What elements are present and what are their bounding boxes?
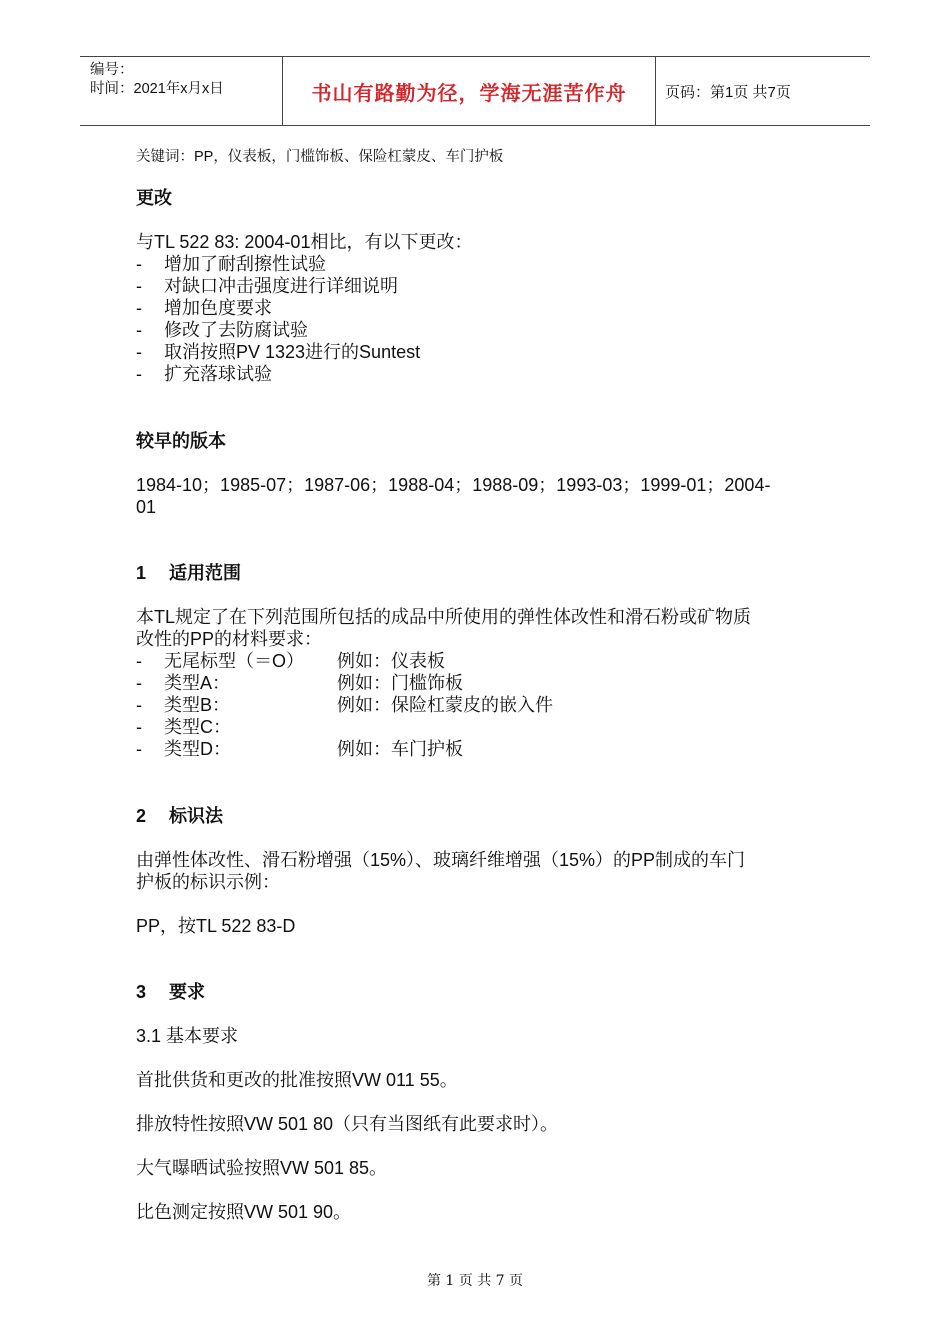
scope-text-line-2: 改性的PP的材料要求： (136, 629, 323, 649)
requirement-paragraph: 排放特性按照VW 501 80（只有当图纸有此要求时）。 (136, 1114, 559, 1134)
type-label: 类型A： (164, 673, 231, 693)
list-item-text: 增加色度要求 (164, 298, 272, 318)
type-example: 例如：门槛饰板 (337, 673, 463, 693)
section-title: 要求 (169, 982, 205, 1002)
type-label: 类型C： (164, 717, 231, 737)
type-example: 例如：车门护板 (337, 739, 463, 759)
list-item-text: 修改了去防腐试验 (164, 320, 308, 340)
requirement-paragraph: 大气曝晒试验按照VW 501 85。 (136, 1158, 388, 1178)
changes-heading: 更改 (136, 188, 172, 208)
motto-text: 书山有路勤为径，学海无涯苦作舟 (311, 80, 627, 105)
list-item-text: 取消按照PV 1323进行的Suntest (164, 342, 421, 362)
requirement-paragraph: 比色测定按照VW 501 90。 (136, 1202, 352, 1222)
list-item-text: 扩充落球试验 (164, 364, 272, 384)
header-motto-cell (282, 57, 656, 125)
type-label: 类型B： (164, 695, 231, 715)
marking-text-line-2: 护板的标识示例： (136, 872, 280, 892)
page-info: 页码：第1页 共7页 (665, 83, 791, 101)
marking-example: PP，按TL 522 83-D (136, 916, 296, 936)
document-time-label: 时间：2021年x月x日 (90, 81, 224, 97)
earlier-versions-heading: 较早的版本 (136, 431, 226, 451)
list-item-text: 对缺口冲击强度进行详细说明 (164, 276, 398, 296)
changes-intro: 与TL 522 83: 2004-01相比，有以下更改： (136, 232, 473, 252)
scope-text-line-1: 本TL规定了在下列范围所包括的成品中所使用的弹性体改性和滑石粉或矿物质 (136, 607, 752, 627)
marking-text-line-1: 由弹性体改性、滑石粉增强（15%）、玻璃纤维增强（15%）的PP制成的车门 (136, 850, 746, 870)
earlier-versions-line-1: 1984-10；1985-07；1987-06；1988-04；1988-09；1993-03；1999-01；2004- (136, 475, 771, 495)
requirement-paragraph: 首批供货和更改的批准按照VW 011 55。 (136, 1070, 458, 1090)
header-page-cell (655, 57, 870, 125)
list-item-text: 增加了耐刮擦性试验 (164, 254, 326, 274)
document-number-label: 编号： (90, 62, 134, 78)
type-example: 例如：仪表板 (337, 651, 445, 671)
earlier-versions-line-2: 01 (136, 497, 157, 517)
document-header (80, 56, 870, 126)
section-number: 1 (136, 563, 147, 583)
section-title: 适用范围 (169, 563, 241, 583)
type-example: 例如：保险杠蒙皮的嵌入件 (337, 695, 553, 715)
keywords-line: 关键词：PP，仪表板，门槛饰板、保险杠蒙皮、车门护板 (136, 149, 504, 165)
section-title: 标识法 (169, 806, 223, 826)
section-number: 3 (136, 982, 147, 1002)
type-label: 类型D： (164, 739, 231, 759)
section-number: 2 (136, 806, 147, 826)
subsection-3-1-heading: 3.1 基本要求 (136, 1026, 239, 1046)
page-footer: 第 1 页 共 7 页 (426, 1273, 524, 1289)
type-label: 无尾标型（＝O） (164, 651, 305, 671)
header-meta-cell (80, 57, 282, 125)
